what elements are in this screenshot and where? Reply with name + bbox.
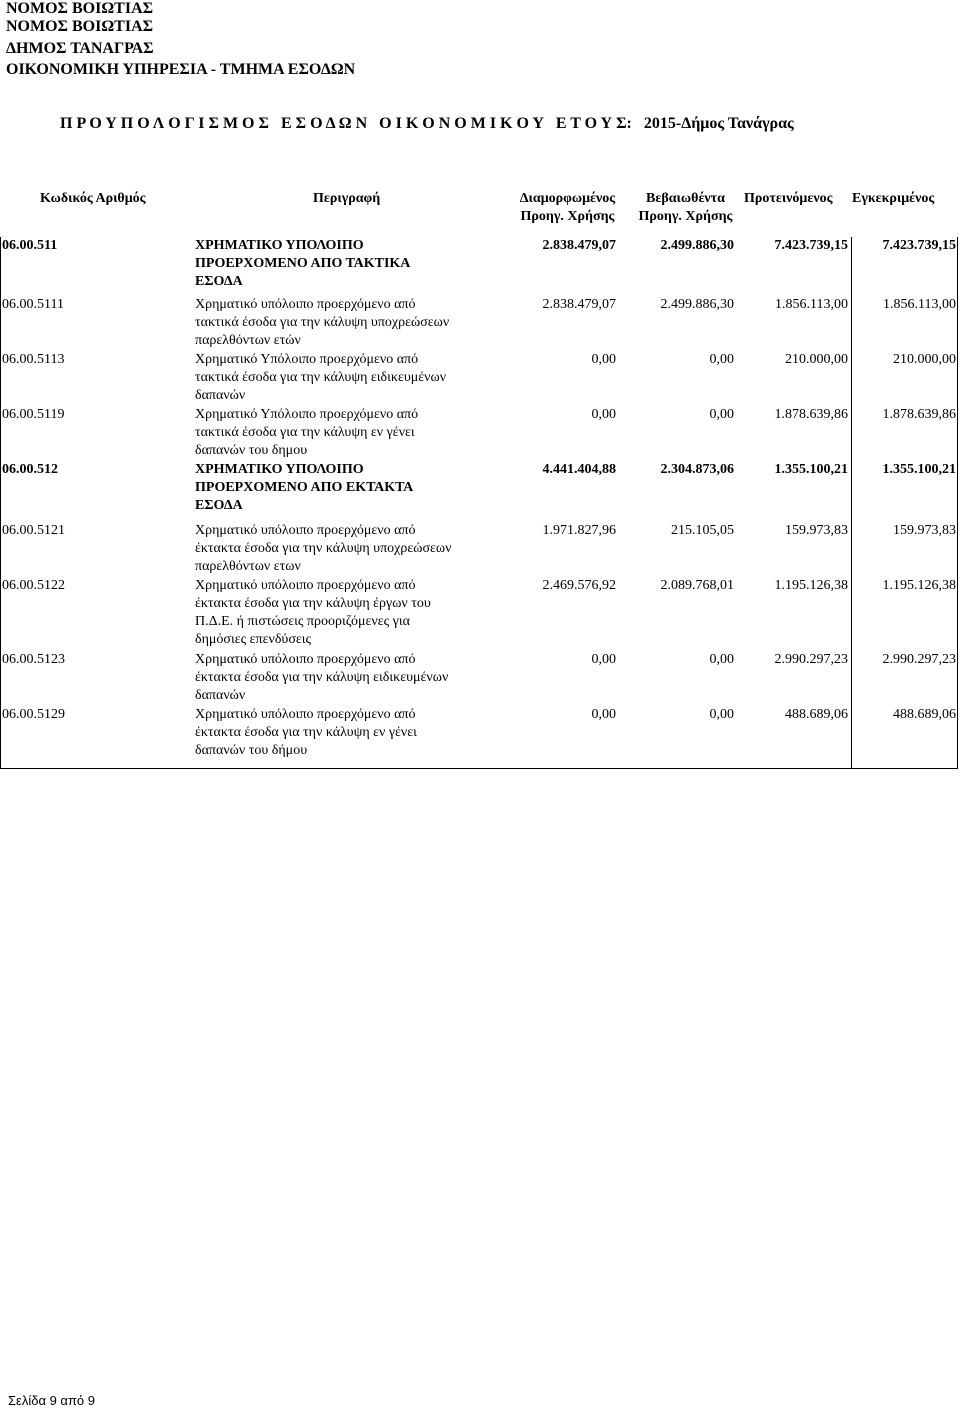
description-line: Χρηματικό Υπόλοιπο προερχόμενο από bbox=[195, 407, 419, 422]
col-confirmed-header: Βεβαιωθέντα Προηγ. Χρήσης bbox=[638, 191, 733, 224]
row-description bbox=[193, 237, 505, 296]
row-description bbox=[193, 296, 505, 351]
row-formed: 0,00 bbox=[591, 352, 616, 367]
row-approved: 159.973,83 bbox=[893, 523, 956, 538]
description-line: δαπανών bbox=[195, 388, 246, 403]
row-confirmed: 0,00 bbox=[709, 707, 734, 722]
table-row bbox=[0, 706, 958, 764]
row-formed: 0,00 bbox=[591, 707, 616, 722]
description-line: Χρηματικό Υπόλοιπο προερχόμενο από bbox=[195, 352, 419, 367]
row-proposed: 2.990.297,23 bbox=[774, 652, 848, 667]
row-proposed: 1.856.113,00 bbox=[775, 297, 848, 312]
description-line: έκτακτα έσοδα για την κάλυψη έργων του bbox=[195, 596, 431, 611]
description-line: Χρηματικό υπόλοιπο προερχόμενο από bbox=[195, 297, 416, 312]
table-row bbox=[0, 461, 958, 522]
description-line: έκτακτα έσοδα για την κάλυψη εν γένει bbox=[195, 725, 417, 740]
description-line: δαπανών bbox=[195, 688, 246, 703]
table-row bbox=[0, 406, 958, 461]
description-line: ΠΡΟΕΡΧΟΜΕΝΟ ΑΠΟ ΕΚΤΑΚΤΑ bbox=[195, 480, 414, 495]
row-proposed: 1.878.639,86 bbox=[774, 407, 848, 422]
table-row bbox=[0, 522, 958, 577]
row-confirmed: 215.105,05 bbox=[671, 523, 734, 538]
row-code: 06.00.5123 bbox=[2, 652, 65, 667]
row-approved: 1.878.639,86 bbox=[882, 407, 956, 422]
row-code: 06.00.5113 bbox=[2, 352, 65, 367]
description-line: δαπανών του δημου bbox=[195, 443, 308, 458]
row-code: 06.00.5111 bbox=[2, 297, 64, 312]
description-line: ΠΡΟΕΡΧΟΜΕΝΟ ΑΠΟ ΤΑΚΤΙΚΑ bbox=[195, 256, 411, 271]
col-description-header: Περιγραφή bbox=[313, 191, 381, 206]
col-proposed-header: Προτεινόμενος bbox=[744, 191, 833, 206]
row-approved: 1.355.100,21 bbox=[882, 462, 956, 477]
description-line: τακτικά έσοδα για την κάλυψη εν γένει bbox=[195, 425, 415, 440]
row-code: 06.00.511 bbox=[2, 238, 58, 253]
row-description bbox=[193, 351, 505, 406]
row-formed: 2.838.479,07 bbox=[542, 238, 616, 253]
row-approved: 2.990.297,23 bbox=[882, 652, 956, 667]
row-proposed: 1.355.100,21 bbox=[774, 462, 848, 477]
row-confirmed: 0,00 bbox=[709, 652, 734, 667]
page-number: Σελίδα 9 από 9 bbox=[8, 1393, 95, 1408]
row-confirmed: 2.499.886,30 bbox=[660, 297, 734, 312]
table-row bbox=[0, 577, 958, 651]
row-confirmed: 0,00 bbox=[709, 407, 734, 422]
row-approved: 488.689,06 bbox=[893, 707, 956, 722]
budget-table bbox=[0, 237, 958, 764]
row-description bbox=[193, 522, 505, 577]
row-formed: 2.469.576,92 bbox=[542, 578, 616, 593]
description-line: ΧΡΗΜΑΤΙΚΟ ΥΠΟΛΟΙΠΟ bbox=[195, 462, 364, 477]
header-line-2: ΝΟΜΟΣ ΒΟΙΩΤΙΑΣ bbox=[6, 18, 154, 35]
table-row bbox=[0, 296, 958, 351]
description-line: τακτικά έσοδα για την κάλυψη υποχρεώσεων bbox=[195, 315, 450, 330]
row-approved: 1.856.113,00 bbox=[883, 297, 956, 312]
row-confirmed: 2.304.873,06 bbox=[660, 462, 734, 477]
header-line-1: ΝΟΜΟΣ ΒΟΙΩΤΙΑΣ bbox=[6, 0, 154, 17]
description-line: ΕΣΟΔΑ bbox=[195, 498, 243, 513]
description-line: Χρηματικό υπόλοιπο προερχόμενο από bbox=[195, 523, 416, 538]
row-proposed: 7.423.739,15 bbox=[774, 238, 848, 253]
budget-title: Π Ρ Ο Υ Π Ο Λ Ο Γ Ι Σ Μ Ο Σ Ε Σ Ο Δ Ω Ν Ο Ι Κ Ο Ν Ο Μ Ι Κ Ο Υ Ε Τ Ο Υ Σ: 2015-Δήμος Τανάγρας bbox=[60, 115, 794, 132]
row-confirmed: 2.499.886,30 bbox=[660, 238, 734, 253]
col-formed-header: Διαμορφωμένος Προηγ. Χρήσης bbox=[519, 191, 616, 224]
table-row bbox=[0, 651, 958, 706]
description-line: παρελθόντων ετων bbox=[195, 559, 301, 574]
header-line-3: ΔΗΜΟΣ ΤΑΝΑΓΡΑΣ bbox=[6, 40, 154, 57]
description-line: Χρηματικό υπόλοιπο προερχόμενο από bbox=[195, 707, 416, 722]
row-description bbox=[193, 651, 505, 706]
description-line: παρελθόντων ετών bbox=[195, 333, 301, 348]
row-formed: 0,00 bbox=[591, 407, 616, 422]
description-line: έκτακτα έσοδα για την κάλυψη υποχρεώσεων bbox=[195, 541, 452, 556]
description-line: ΧΡΗΜΑΤΙΚΟ ΥΠΟΛΟΙΠΟ bbox=[195, 238, 364, 253]
row-approved: 1.195.126,38 bbox=[882, 578, 956, 593]
description-line: δαπανών του δήμου bbox=[195, 743, 308, 758]
row-proposed: 210.000,00 bbox=[785, 352, 848, 367]
row-description bbox=[193, 461, 505, 522]
description-line: δημόσιες επενδύσεις bbox=[195, 632, 312, 647]
description-line: ΕΣΟΔΑ bbox=[195, 274, 243, 289]
table-row bbox=[0, 351, 958, 406]
row-description bbox=[193, 577, 505, 651]
row-confirmed: 2.089.768,01 bbox=[660, 578, 734, 593]
row-description bbox=[193, 406, 505, 461]
row-formed: 4.441.404,88 bbox=[542, 462, 616, 477]
row-confirmed: 0,00 bbox=[709, 352, 734, 367]
header-line-4: ΟΙΚΟΝΟΜΙΚΗ ΥΠΗΡΕΣΙΑ - ΤΜΗΜΑ ΕΣΟΔΩΝ bbox=[6, 61, 356, 78]
col-code-header: Κωδικός Αριθμός bbox=[40, 191, 146, 206]
row-formed: 0,00 bbox=[591, 652, 616, 667]
description-line: τακτικά έσοδα για την κάλυψη ειδικευμένων bbox=[195, 370, 447, 385]
row-approved: 210.000,00 bbox=[893, 352, 956, 367]
row-code: 06.00.5129 bbox=[2, 707, 65, 722]
row-proposed: 488.689,06 bbox=[785, 707, 848, 722]
description-line: Χρηματικό υπόλοιπο προερχόμενο από bbox=[195, 578, 416, 593]
row-formed: 1.971.827,96 bbox=[542, 523, 616, 538]
row-proposed: 159.973,83 bbox=[785, 523, 848, 538]
row-description bbox=[193, 706, 505, 764]
row-proposed: 1.195.126,38 bbox=[774, 578, 848, 593]
row-code: 06.00.5119 bbox=[2, 407, 65, 422]
col-approved-header: Εγκεκριμένος bbox=[852, 191, 935, 206]
table-row bbox=[0, 237, 958, 296]
description-line: έκτακτα έσοδα για την κάλυψη ειδικευμένων bbox=[195, 670, 449, 685]
row-approved: 7.423.739,15 bbox=[882, 238, 956, 253]
row-code: 06.00.512 bbox=[2, 462, 58, 477]
description-line: Χρηματικό υπόλοιπο προερχόμενο από bbox=[195, 652, 416, 667]
row-code: 06.00.5122 bbox=[2, 578, 65, 593]
row-code: 06.00.5121 bbox=[2, 523, 65, 538]
row-formed: 2.838.479,07 bbox=[542, 297, 616, 312]
description-line: Π.Δ.Ε. ή πιστώσεις προοριζόμενες για bbox=[195, 614, 410, 629]
